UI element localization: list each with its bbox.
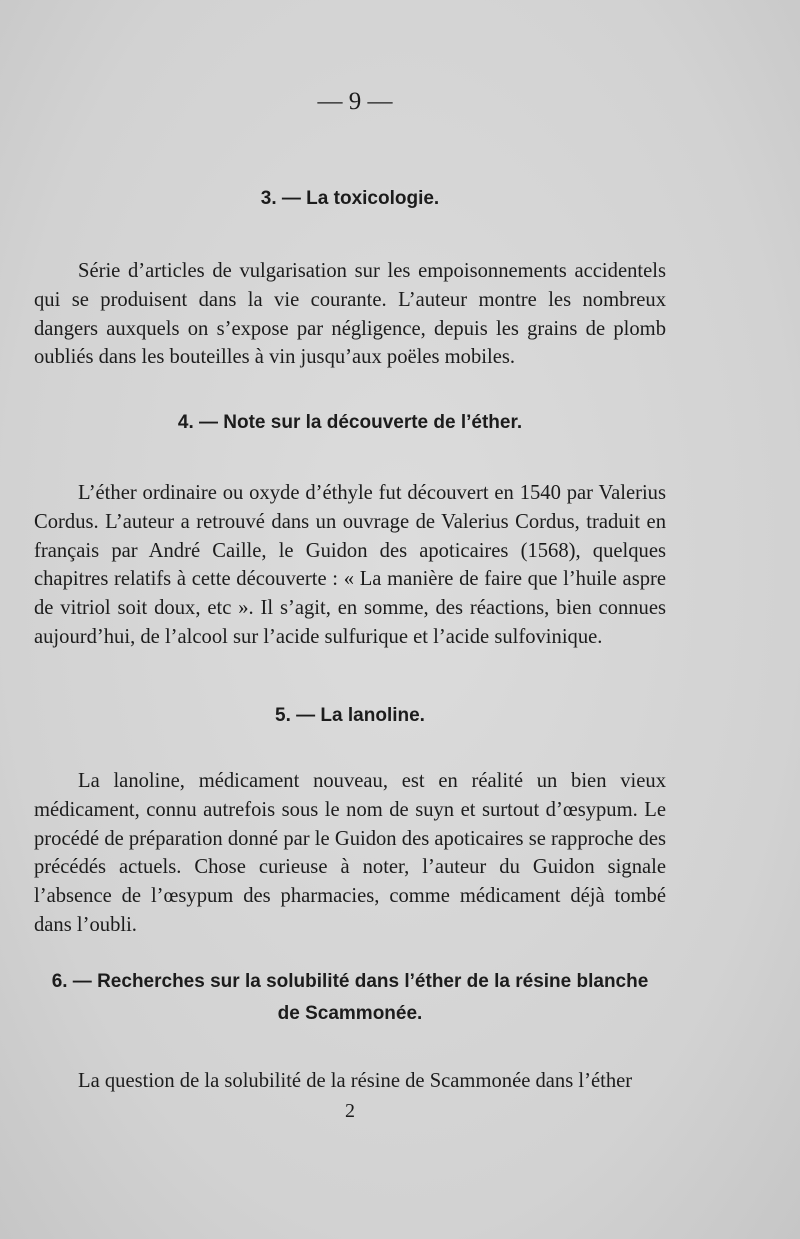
paragraph-text: Série d’articles de vulgarisation sur les empoisonnements accidentels qui se produisent dans la vie courante. L’auteur montre les nombreux dangers auxquels on s’expose par négligence, depuis les grains de plomb oubliés dans les bouteilles à vin jusqu’aux poëles mobiles. [34,260,666,369]
paragraph-text: La lanoline, médicament nouveau, est en réalité un bien vieux médicament, connu autrefois sous le nom de suyn et surtout d’œsypum. Le procédé de préparation donné par le Guidon des apoticaires se rapproche des précédés actuels. Chose curieuse à noter, l’auteur du Guidon signale l’absence de l’œsypum des pharmacies, comme médicament déjà tombé dans l’oubli. [34,770,666,936]
section-heading-ether: 4. — Note sur la découverte de l’éther. [177,412,523,433]
section-body-scammonee [34,1067,666,1096]
page-number: — 9 — [317,88,393,115]
paragraph-text: L’éther ordinaire ou oxyde d’éthyle fut découvert en 1540 par Valerius Cordus. L’auteur a retrouvé dans un ouvrage de Valerius Cordus, traduit en français par André Caille, le Guidon des apoticaires (1568), quelques chapitres relatifs à cette découverte : « La manière de faire que l’huile aspre de vitriol soit doux, etc ». Il s’agit, en somme, des réactions, bien connues aujourd’hui, de l’alcool sur l’acide sulfurique et l’acide sulfovinique. [34,482,666,648]
signature-mark: 2 [345,1100,355,1122]
section-body-ether [34,479,666,652]
section-heading-toxicologie: 3. — La toxicologie. [260,188,440,209]
section-body-lanoline [34,767,666,940]
paragraph-text: La question de la solubilité de la résine de Scammonée dans l’éther [78,1070,633,1092]
section-body-toxicologie [34,257,666,372]
section-heading-scammonee: 6. — Recherches sur la solubilité dans l’éther de la résine blanche de Scammonée. [51,971,649,1024]
section-heading-lanoline: 5. — La lanoline. [275,705,425,726]
